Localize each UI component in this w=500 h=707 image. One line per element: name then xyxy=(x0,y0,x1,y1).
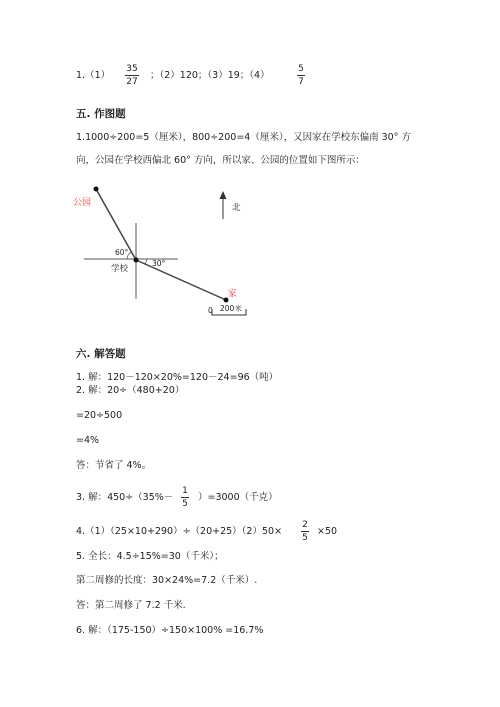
section5-title: 五. 作图题 xyxy=(76,108,126,120)
q2-step3: =4% xyxy=(76,435,100,446)
q1-answer: 1. 解：120－120×20%=120－24=96（吨） xyxy=(76,372,279,383)
angle-arc-30 xyxy=(145,259,147,264)
q4-prefix: 4.（1）（25×10+290）÷（20+25）（2）50× xyxy=(76,526,283,537)
q5-line1: 5. 全长：4.5÷15%=30（千米）； xyxy=(76,551,224,562)
fraction-numerator: 1 xyxy=(182,486,188,496)
fraction-numerator: 2 xyxy=(302,520,308,530)
q5-conclusion: 答：第二周修了 7.2 千米. xyxy=(76,600,186,611)
fraction-denominator: 5 xyxy=(182,499,188,509)
school-label: 学校 xyxy=(111,264,129,274)
fraction-denominator: 27 xyxy=(126,77,138,87)
q4-suffix: ×50 xyxy=(317,526,338,537)
fraction-denominator: 5 xyxy=(302,533,308,543)
fraction-numerator: 35 xyxy=(126,64,138,74)
q2-step2: =20÷500 xyxy=(76,410,123,421)
north-arrow-icon xyxy=(220,191,227,199)
park-point xyxy=(94,187,99,192)
section5-line2: 向，公园在学校西偏北 60° 方向，所以家、公园的位置如下图所示： xyxy=(76,155,365,166)
angle-30-label: 30° xyxy=(152,259,166,268)
scale-zero-label: 0 xyxy=(208,306,213,315)
q4-fraction xyxy=(301,520,309,543)
scale-distance-label: 200米 xyxy=(220,304,242,313)
home-label: 家 xyxy=(228,289,237,299)
section5-line1: 1.1000÷200=5（厘米），800÷200=4（厘米），又因家在学校东偏南 30° 方 xyxy=(76,132,411,143)
q5-line2: 第二周修的长度：30×24%=7.2（千米）. xyxy=(76,575,258,586)
park-label: 公园 xyxy=(73,198,92,208)
q1-middle: ；（2）120；（3）19；（4） xyxy=(150,70,270,81)
fraction-denominator: 7 xyxy=(298,77,304,87)
q3-fraction xyxy=(181,486,189,509)
q2-conclusion: 答：节省了 4%。 xyxy=(76,460,152,471)
q2-answer: 2. 解：20÷（480+20） xyxy=(76,385,185,396)
q3-prefix: 3. 解：450÷（35%－ xyxy=(76,492,174,503)
section6-title: 六. 解答题 xyxy=(76,348,126,360)
school-point xyxy=(134,258,139,263)
fraction-numerator: 5 xyxy=(298,64,304,74)
q3-suffix: ）=3000（千克） xyxy=(198,492,278,503)
north-label: 北 xyxy=(232,203,241,213)
q6-answer: 6. 解：（175-150）÷150×100% =16.7% xyxy=(76,625,264,636)
line-school-home xyxy=(136,260,226,300)
q1-prefix: 1.（1） xyxy=(76,70,111,81)
angle-60-label: 60° xyxy=(115,248,129,257)
